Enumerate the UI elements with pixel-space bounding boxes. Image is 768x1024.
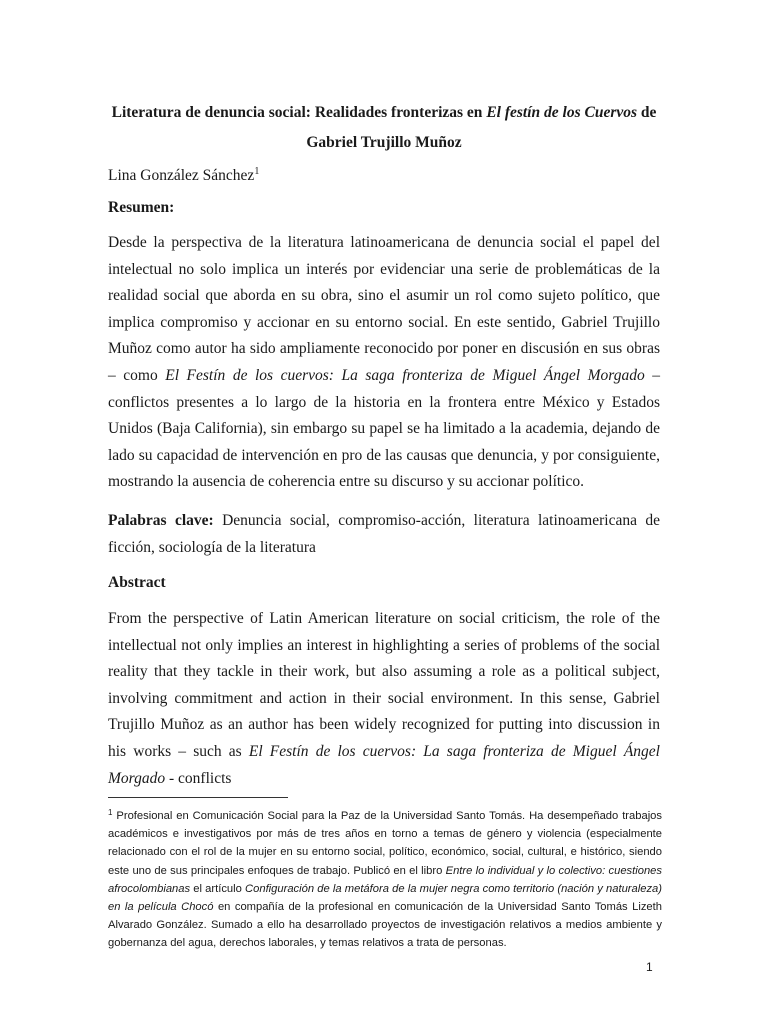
footnote-mark: 1	[108, 808, 113, 817]
footnote-article-title: Configuración de la metáfora de la mujer negra como territorio (nación y naturaleza) en la película Chocó	[108, 882, 662, 914]
title-author-line: Gabriel Trujillo Muñoz	[306, 134, 462, 151]
keywords-label: Palabras clave:	[108, 512, 214, 529]
abstract-book-title: El Festín de los cuervos: La saga fronteriza de Miguel Ángel Morgado	[108, 742, 660, 787]
document-title	[108, 98, 660, 158]
keywords-paragraph	[108, 508, 660, 561]
resumen-text-b: – conflictos presentes a lo largo de la historia en la frontera entre México y Estados Unidos (Baja California), sin embargo su papel se ha limitado a la academia, dejando de lado su capacidad de intervención en pro de las causas que denuncia, y por consiguiente, mostrando la ausencia de coherencia entre su discurso y su accionar político.	[108, 366, 660, 491]
footnote-separator	[108, 797, 288, 798]
footnote-text-a: Profesional en Comunicación Social para la Paz de la Universidad Santo Tomás. Ha desempeñado trabajos académicos e investigativos por más de tres años en torno a temas de género y violencia (especialmente relacionado con el rol de la mujer en su entorno social, político, económico, social, cultural, e histórico, siendo este uno de sus principales enfoques de trabajo. Publicó en el libro	[108, 810, 662, 877]
keywords-text: Denuncia social, compromiso-acción, literatura latinoamericana de ficción, sociología de la literatura	[108, 512, 660, 556]
author-name: Lina González Sánchez	[108, 167, 255, 184]
author-line	[108, 160, 259, 188]
title-book-name: El festín de los Cuervos	[486, 104, 638, 121]
resumen-paragraph	[108, 230, 660, 496]
abstract-text-b: - conflicts	[165, 769, 232, 787]
resumen-heading: Resumen:	[108, 199, 175, 216]
author-footnote-mark[interactable]: 1	[254, 166, 260, 177]
resumen-text-a: Desde la perspectiva de la literatura latinoamericana de denuncia social el papel del intelectual no solo implica un interés por evidenciar una serie de problemáticas de la realidad social que aborda en su obra, sino el asumir un rol como sujeto político, que implica compromiso y accionar en su entorno social. En este sentido, Gabriel Trujillo Muñoz como autor ha sido ampliamente reconocido por poner en discusión en sus obras – como	[108, 234, 660, 384]
abstract-heading: Abstract	[108, 574, 166, 591]
footnote-text-c: en compañía de la profesional en comunicación de la Universidad Santo Tomás Lizeth Alvarado González. Sumado a ello ha desarrollado proyectos de investigación relativos a medios ambiente y gobernanza del agua, derechos laborales, y temas relativos a trata de personas.	[108, 901, 662, 950]
page-number: 1	[646, 960, 653, 974]
footnote	[108, 804, 662, 953]
title-text-start: Literatura de denuncia social: Realidades fronterizas en	[111, 104, 487, 121]
abstract-text-a: From the perspective of Latin American literature on social criticism, the role of the intellectual not only implies an interest in highlighting a series of problems of the social reality that they tackle in their work, but also assuming a role as a political subject, involving commitment and action in their social environment. In this sense, Gabriel Trujillo Muñoz as an author has been widely recognized for putting into discussion in his works – such as	[108, 610, 660, 760]
footnote-book-title: Entre lo individual y lo colectivo: cuestiones afrocolombianas	[108, 864, 662, 895]
abstract-paragraph	[108, 606, 660, 792]
resumen-book-title: El Festín de los cuervos: La saga fronteriza de Miguel Ángel Morgado	[165, 366, 645, 384]
title-text-end: de	[637, 104, 657, 121]
footnote-text-b: el artículo	[190, 882, 246, 895]
